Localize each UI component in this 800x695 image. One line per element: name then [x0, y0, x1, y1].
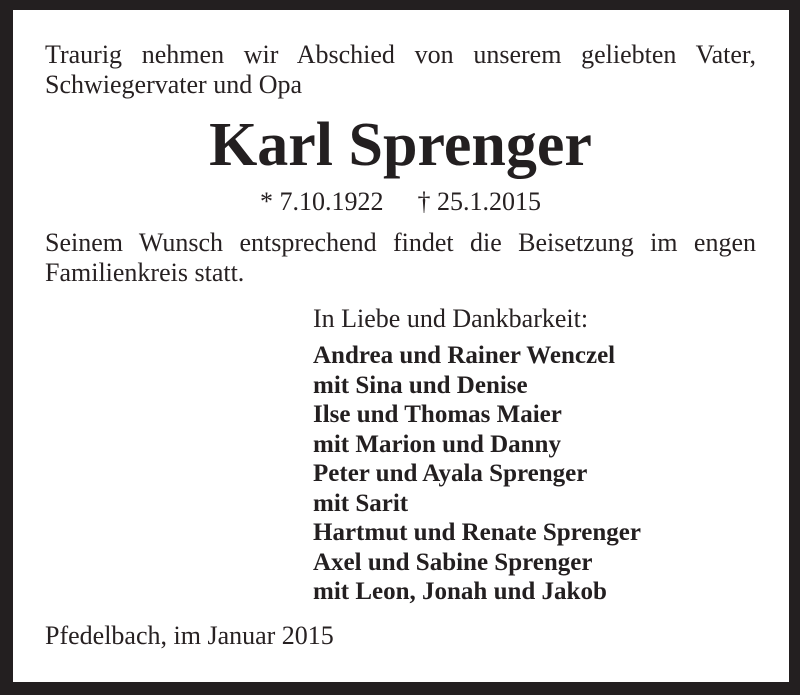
intro-paragraph	[45, 40, 756, 100]
burial-notice-line-1: Seinem Wunsch entsprechend findet die Beisetzung im engen	[45, 228, 756, 257]
mourner-line: mit Sina und Denise	[313, 371, 528, 399]
intro-line-2: Schwiegervater und Opa	[45, 70, 303, 99]
burial-notice-paragraph	[45, 228, 756, 288]
death-date: † 25.1.2015	[417, 187, 541, 216]
mourners-list	[313, 341, 756, 607]
place-and-date: Pfedelbach, im Januar 2015	[45, 620, 334, 650]
burial-notice-line-2: Familienkreis statt.	[45, 258, 245, 287]
tribute-heading: In Liebe und Dankbarkeit:	[313, 304, 589, 333]
mourner-line: Peter und Ayala Sprenger	[313, 460, 588, 487]
obituary-content	[13, 10, 789, 682]
deceased-name: Karl Sprenger	[209, 111, 592, 179]
tribute-block	[313, 304, 756, 607]
mourner-line: Hartmut und Renate Sprenger	[313, 519, 642, 546]
birth-date: * 7.10.1922	[260, 187, 384, 216]
life-dates	[45, 188, 756, 216]
mourner-line: mit Sarit	[313, 489, 409, 517]
mourner-line: Andrea und Rainer Wenczel	[313, 342, 616, 369]
mourner-line: mit Marion und Danny	[313, 430, 561, 458]
mourner-line: Ilse und Thomas Maier	[313, 401, 562, 428]
intro-line-1: Traurig nehmen wir Abschied von unserem geliebten Vater,	[45, 40, 756, 69]
mourner-line: mit Leon, Jonah und Jakob	[313, 578, 607, 605]
mourner-line: Axel und Sabine Sprenger	[313, 548, 593, 576]
